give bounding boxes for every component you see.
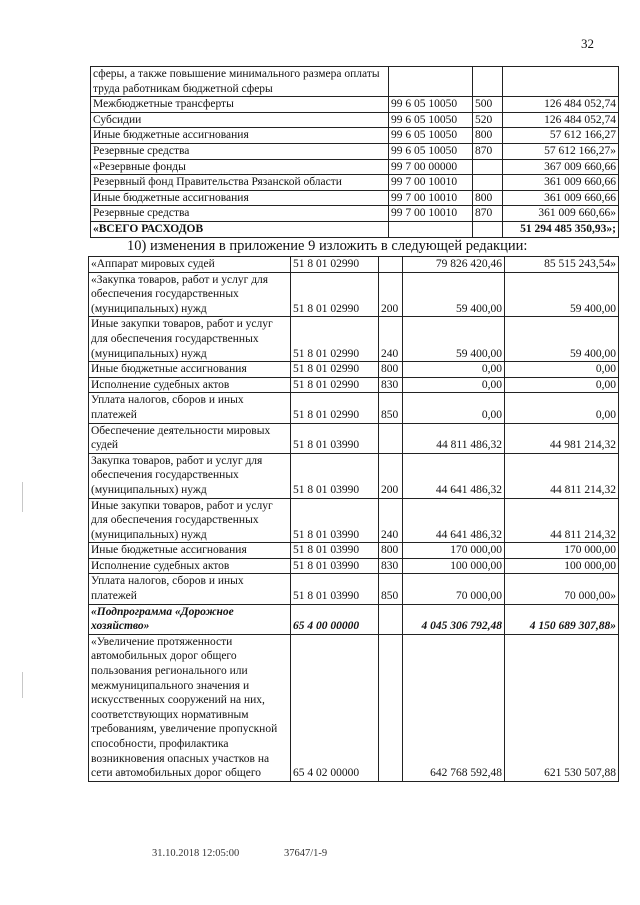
row-amount-2: 44 811 214,32 [505,453,619,498]
table-row [91,67,619,97]
row-amount-1: 79 826 420,46 [403,257,505,273]
row-code: 99 6 05 10050 [389,112,473,128]
row-code: 51 8 01 03990 [291,558,379,574]
row-name: Межбюджетные трансферты [91,97,389,113]
row-amount-1: 44 641 486,32 [403,453,505,498]
table-row [89,317,619,362]
row-amount-1: 44 811 486,32 [403,423,505,453]
appendix-9-table [88,256,619,782]
row-kind [379,604,403,634]
row-name: Иные бюджетные ассигнования [91,190,389,206]
row-kind: 800 [473,128,503,144]
row-code: 51 8 01 03990 [291,498,379,543]
row-amount: 126 484 052,74 [503,112,619,128]
row-code: 99 7 00 00000 [389,159,473,175]
row-amount-1: 642 768 592,48 [403,634,505,781]
row-name: «Резервные фонды [91,159,389,175]
table-row [91,221,619,237]
row-code: 65 4 02 00000 [291,634,379,781]
row-kind: 200 [379,453,403,498]
table-row [89,574,619,604]
row-name: «ВСЕГО РАСХОДОВ [91,221,389,237]
row-name: «Увеличение протяженности автомобильных дорог общего пользования регионального или межмуниципального значения и искусственных сооружений на них, соответствующих нормативным требованиям, увеличение пропускной способности, профилактика возникновения опасных участков на сети автомобильных дорог общего [89,634,291,781]
table-row [89,393,619,423]
row-name: Закупка товаров, работ и услуг для обеспечения государственных (муниципальных) нужд [89,453,291,498]
row-kind [473,221,503,237]
row-code: 51 8 01 02990 [291,257,379,273]
row-kind: 800 [379,543,403,559]
row-code: 51 8 01 03990 [291,453,379,498]
row-code: 99 6 05 10050 [389,128,473,144]
row-kind: 850 [379,574,403,604]
table-row [89,498,619,543]
row-name: Уплата налогов, сборов и иных платежей [89,393,291,423]
row-kind [473,175,503,191]
row-amount-1: 0,00 [403,362,505,378]
row-amount-2: 44 981 214,32 [505,423,619,453]
row-code [389,221,473,237]
row-amount-2: 59 400,00 [505,272,619,317]
row-name: Субсидии [91,112,389,128]
row-name: Исполнение судебных актов [89,377,291,393]
row-code: 99 7 00 10010 [389,206,473,222]
row-code: 99 7 00 10010 [389,175,473,191]
row-amount-2: 59 400,00 [505,317,619,362]
row-code: 51 8 01 02990 [291,393,379,423]
row-amount-1: 170 000,00 [403,543,505,559]
row-amount-2: 0,00 [505,377,619,393]
row-code: 51 8 01 03990 [291,574,379,604]
table-row [91,190,619,206]
scan-margin-mark [22,482,23,512]
row-amount: 361 009 660,66» [503,206,619,222]
row-amount: 57 612 166,27» [503,143,619,159]
table-row [91,143,619,159]
row-amount-1: 44 641 486,32 [403,498,505,543]
table-row [89,257,619,273]
table-row [89,558,619,574]
row-code: 99 6 05 10050 [389,97,473,113]
row-amount [503,67,619,97]
row-kind: 870 [473,206,503,222]
row-kind: 240 [379,498,403,543]
row-amount-1: 100 000,00 [403,558,505,574]
row-kind [379,634,403,781]
row-amount-2: 100 000,00 [505,558,619,574]
page-number: 32 [581,36,594,51]
row-name: Иные бюджетные ассигнования [91,128,389,144]
row-name: Исполнение судебных актов [89,558,291,574]
row-amount-2: 4 150 689 307,88» [505,604,619,634]
row-kind: 830 [379,377,403,393]
row-name: Резервный фонд Правительства Рязанской области [91,175,389,191]
table-row [89,453,619,498]
row-amount: 57 612 166,27 [503,128,619,144]
row-name: Уплата налогов, сборов и иных платежей [89,574,291,604]
row-kind: 870 [473,143,503,159]
row-amount-1: 70 000,00 [403,574,505,604]
budget-table-continued [90,66,619,238]
row-name: Резервные средства [91,143,389,159]
row-amount-1: 4 045 306 792,48 [403,604,505,634]
table-row [89,634,619,781]
row-kind: 500 [473,97,503,113]
table-row [91,97,619,113]
row-name: сферы, а также повышение минимального размера оплаты труда работникам бюджетной сферы [91,67,389,97]
row-amount-2: 85 515 243,54» [505,257,619,273]
table-row [91,159,619,175]
table-row [89,377,619,393]
row-amount-2: 0,00 [505,393,619,423]
row-name: «Подпрограмма «Дорожное хозяйство» [89,604,291,634]
row-kind: 240 [379,317,403,362]
table-row [89,604,619,634]
footer-doc-id: 37647/1-9 [284,848,328,859]
row-kind [473,67,503,97]
row-kind: 830 [379,558,403,574]
row-amount: 51 294 485 350,93»; [503,221,619,237]
row-code: 51 8 01 03990 [291,423,379,453]
row-name: Иные бюджетные ассигнования [89,543,291,559]
row-name: Иные бюджетные ассигнования [89,362,291,378]
row-amount-2: 70 000,00» [505,574,619,604]
table-row [89,272,619,317]
row-code: 51 8 01 02990 [291,377,379,393]
table-row [91,206,619,222]
row-amount-2: 44 811 214,32 [505,498,619,543]
scan-margin-mark [22,672,23,698]
amendment-intro: 10) изменения в приложение 9 изложить в следующей редакции: [127,238,528,254]
row-amount-1: 0,00 [403,393,505,423]
row-kind: 800 [379,362,403,378]
table-row [91,112,619,128]
row-code: 99 6 05 10050 [389,143,473,159]
row-code: 99 7 00 10010 [389,190,473,206]
row-name: «Аппарат мировых судей [89,257,291,273]
table-row [91,128,619,144]
row-code: 51 8 01 02990 [291,362,379,378]
row-kind: 520 [473,112,503,128]
row-code: 51 8 01 02990 [291,317,379,362]
row-name: «Закупка товаров, работ и услуг для обеспечения государственных (муниципальных) нужд [89,272,291,317]
table-row [89,543,619,559]
row-code: 51 8 01 03990 [291,543,379,559]
row-name: Резервные средства [91,206,389,222]
row-amount-2: 621 530 507,88 [505,634,619,781]
table-row [91,175,619,191]
row-kind [473,159,503,175]
row-amount: 367 009 660,66 [503,159,619,175]
table-row [89,362,619,378]
row-kind [379,257,403,273]
row-code [389,67,473,97]
row-amount-1: 59 400,00 [403,317,505,362]
row-code: 51 8 01 02990 [291,272,379,317]
row-amount-2: 170 000,00 [505,543,619,559]
row-amount-1: 59 400,00 [403,272,505,317]
row-kind: 800 [473,190,503,206]
row-kind: 200 [379,272,403,317]
table-row [89,423,619,453]
row-kind [379,423,403,453]
row-name: Иные закупки товаров, работ и услуг для обеспечения государственных (муниципальных) нужд [89,498,291,543]
row-amount: 126 484 052,74 [503,97,619,113]
row-amount: 361 009 660,66 [503,190,619,206]
row-name: Иные закупки товаров, работ и услуг для обеспечения государственных (муниципальных) нужд [89,317,291,362]
row-code: 65 4 00 00000 [291,604,379,634]
row-amount-1: 0,00 [403,377,505,393]
row-amount-2: 0,00 [505,362,619,378]
row-name: Обеспечение деятельности мировых судей [89,423,291,453]
row-amount: 361 009 660,66 [503,175,619,191]
row-kind: 850 [379,393,403,423]
footer-datetime: 31.10.2018 12:05:00 [152,848,240,859]
